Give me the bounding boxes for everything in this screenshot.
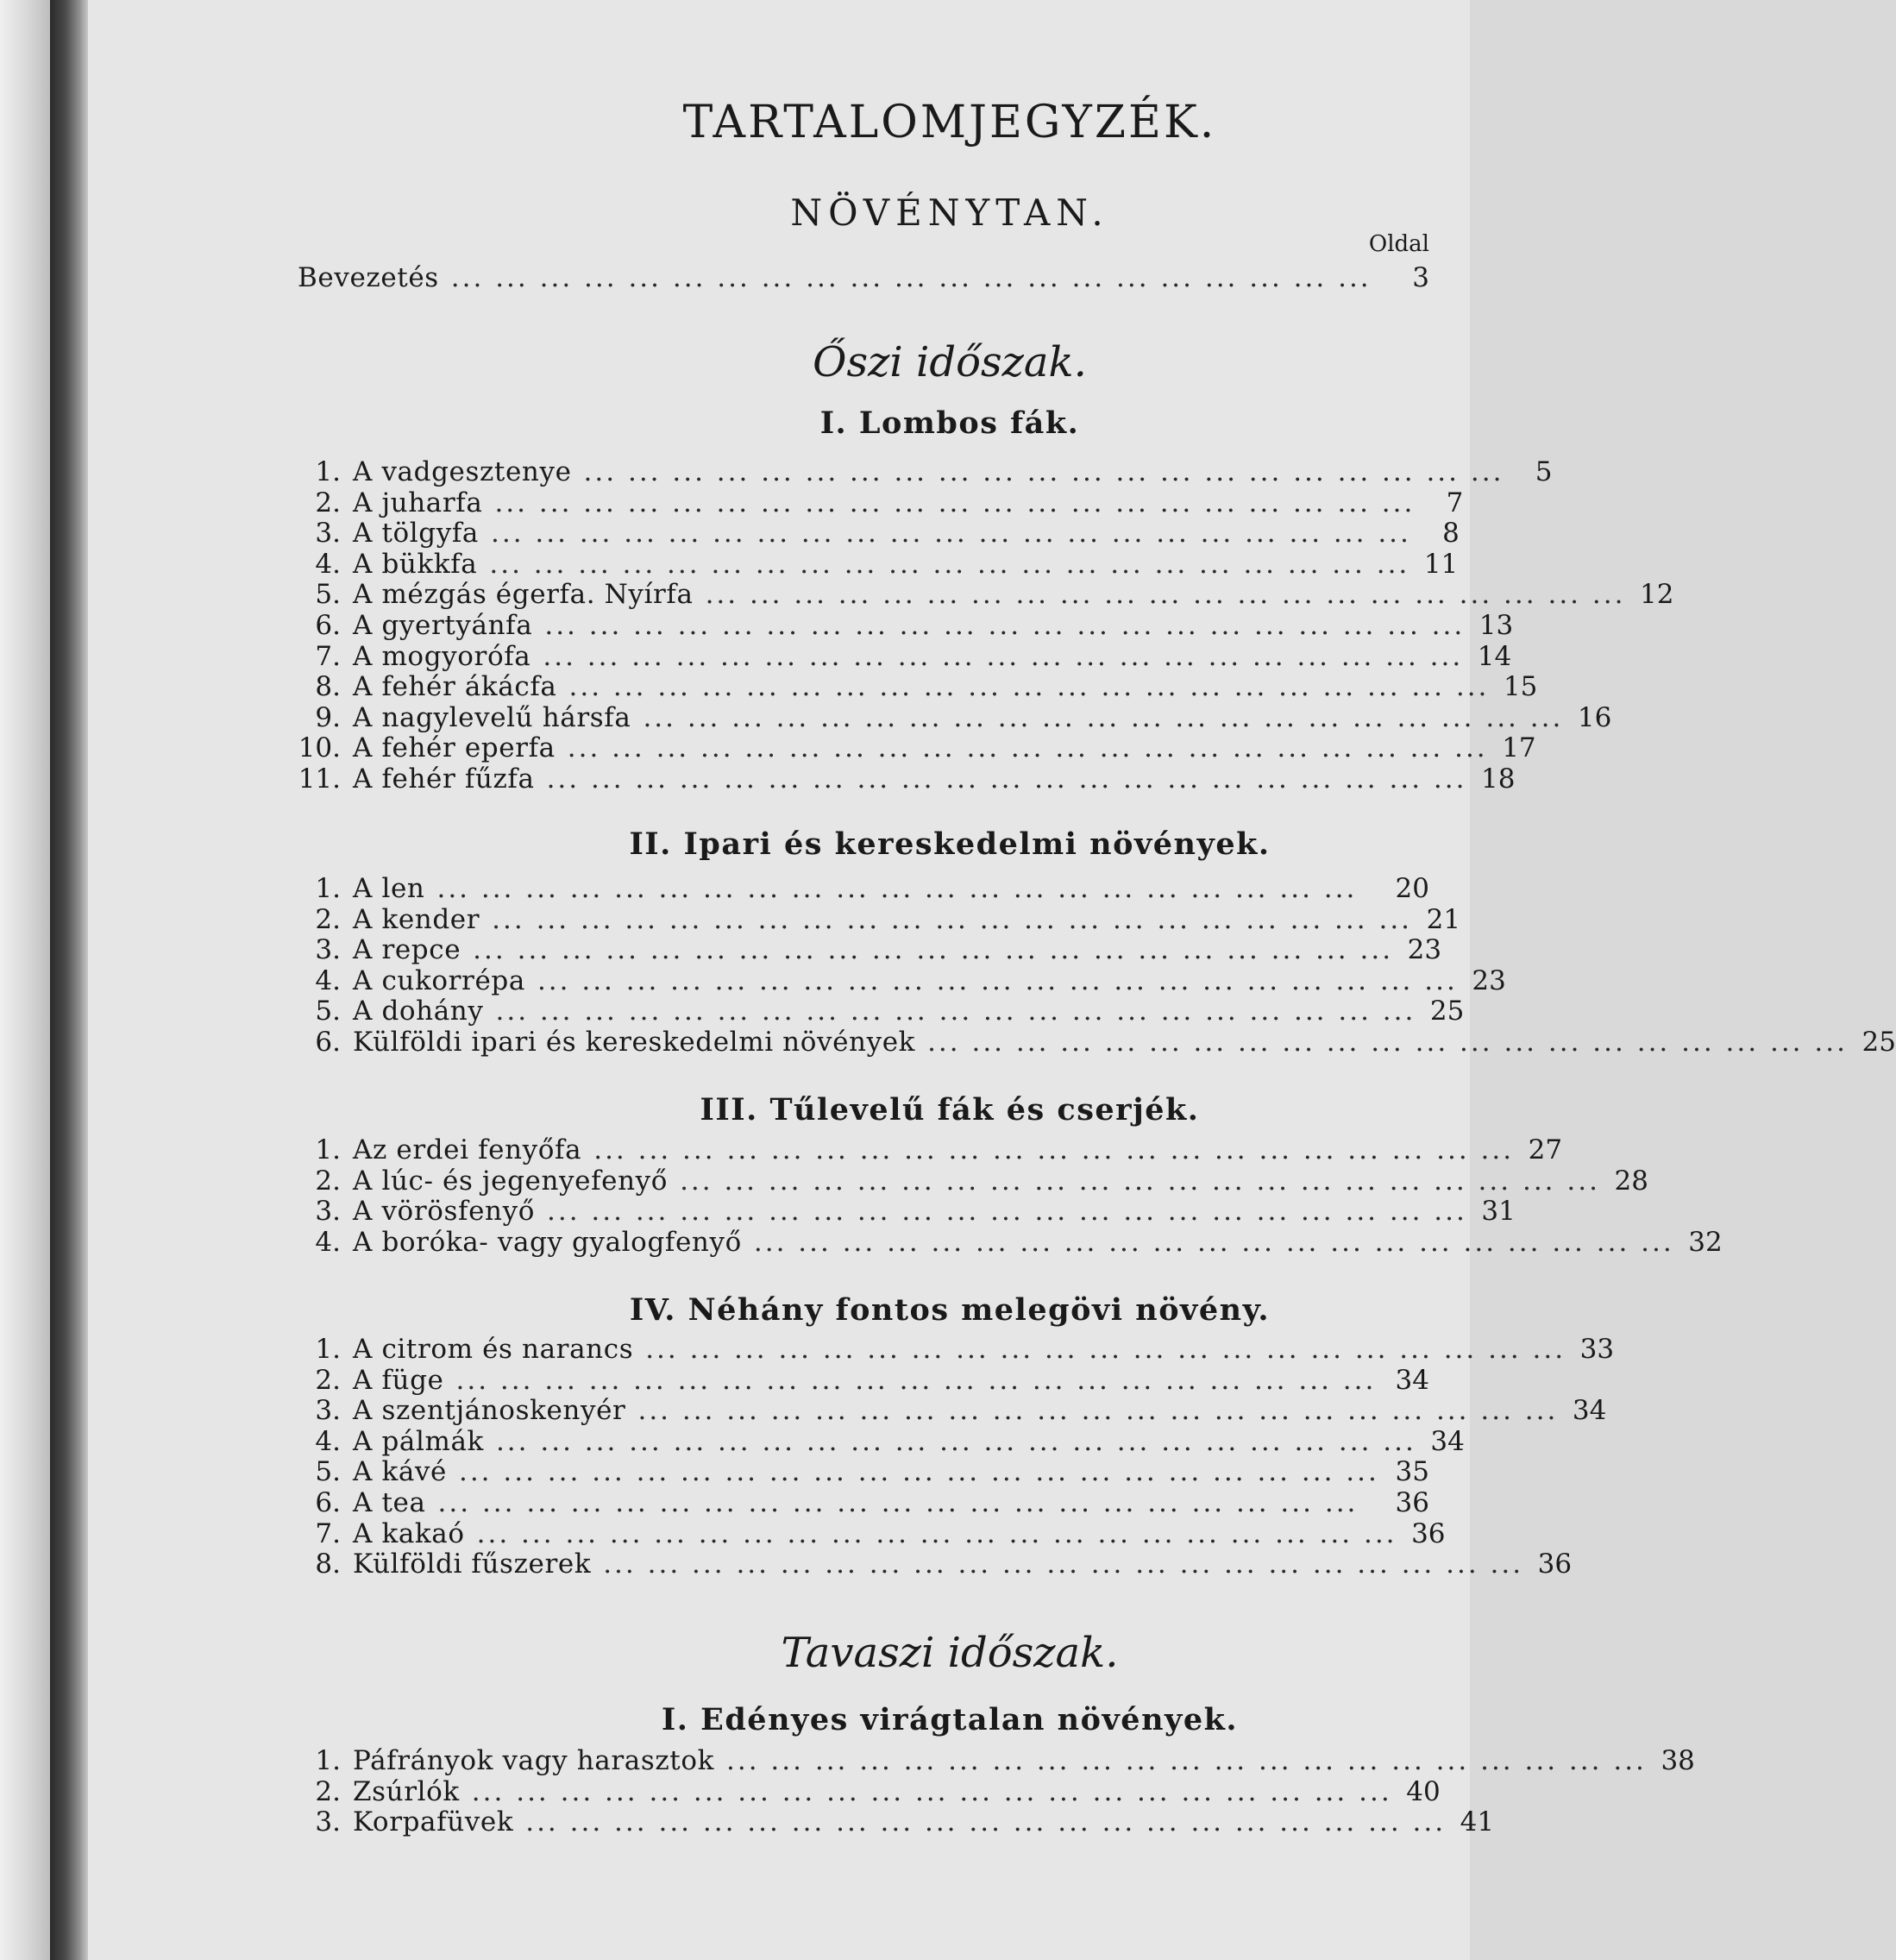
entry-label: Külföldi fűszerek [353,1549,592,1580]
entry-page: 3 [1412,262,1429,293]
entry-label: A boróka- vagy gyalogfenyő [353,1226,742,1258]
entry-label: A bükkfa [353,548,478,580]
dot-leader: ... ... ... ... ... ... ... ... ... ... ... ... ... ... ... ... ... ... ... ... ... [436,873,1358,904]
entry-page: 34 [1430,1425,1465,1457]
entry-number: 7. [315,640,341,672]
entry-number: 3. [315,1196,341,1228]
entry-page: 27 [1528,1134,1563,1165]
section-entries [298,1745,1695,1838]
dot-leader: ... ... ... ... ... ... ... ... ... ... ... ... ... ... ... ... ... ... ... ... ... [643,701,1564,733]
entry-label: A citrom és narancs [353,1334,634,1365]
toc-entry [298,263,1429,294]
toc-entry [298,1488,1429,1519]
toc-entry [298,1775,1441,1808]
entry-page: 35 [1395,1456,1429,1488]
entry-page: 34 [1572,1395,1607,1427]
book-edge [0,0,50,1960]
toc-entry [298,1549,1573,1580]
entry-label: A füge [353,1364,444,1396]
entry-label: A gyertyánfa [353,609,533,641]
toc-entry [298,487,1464,519]
dot-leader: ... ... ... ... ... ... ... ... ... ... ... ... ... ... ... ... ... ... ... ... ... [546,763,1467,795]
toc-entry [298,763,1516,795]
dot-leader: ... ... ... ... ... ... ... ... ... ... ... ... ... ... ... ... ... ... ... ... ... [491,518,1411,550]
section-heading: IV. Néhány fontos melegövi növény. [629,1292,1271,1328]
entry-page: 14 [1477,640,1512,672]
entry-number: 4. [315,548,341,580]
section-entries [298,1134,1723,1258]
entry-number: 6. [315,1026,341,1058]
entry-page: 11 [1423,548,1459,580]
toc-entry [298,609,1514,642]
entry-label: A mogyorófa [353,640,531,672]
entry-label: A kakaó [353,1517,465,1549]
toc-entry [298,701,1612,734]
spine-shadow [50,0,88,1960]
entry-label: Korpafüvek [353,1806,514,1838]
entry-number: 4. [315,1226,341,1258]
toc-entry [298,1196,1516,1228]
entry-page: 18 [1481,763,1516,795]
entry-label: A juharfa [353,487,483,518]
dot-leader: ... ... ... ... ... ... ... ... ... ... ... ... ... ... ... ... ... ... ... ... ... [568,671,1490,703]
dot-leader: ... ... ... ... ... ... ... ... ... ... ... ... ... ... ... ... ... ... ... ... ... [680,1165,1600,1197]
entry-label: A repce [353,934,461,966]
entry-label: A vörösfenyő [353,1196,535,1228]
entry-number: 5. [315,1456,341,1488]
entry-label: A tölgyfa [353,518,479,550]
dot-leader: ... ... ... ... ... ... ... ... ... ... ... ... ... ... ... ... ... ... ... ... ... [567,732,1488,764]
section-entries [298,1334,1615,1580]
entry-number: 8. [315,671,341,703]
entry-page: 21 [1426,903,1461,935]
entry-page: 36 [1395,1486,1429,1518]
entry-label: A fehér fűzfa [353,763,535,795]
toc-entry [298,456,1553,488]
entry-number: 7. [315,1517,341,1549]
dot-leader: ... ... ... ... ... ... ... ... ... ... ... ... ... ... ... ... ... ... ... ... ... [437,1486,1359,1518]
entry-page: 20 [1395,873,1429,904]
toc-entry [298,518,1460,550]
entry-number: 3. [315,934,341,966]
section-heading: II. Ipari és kereskedelmi növények. [629,826,1271,862]
toc-entry [298,1134,1563,1166]
toc-entry [298,996,1465,1027]
dot-leader: ... ... ... ... ... ... ... ... ... ... ... ... ... ... ... ... ... ... ... ... ... [473,934,1394,966]
entry-number: 8. [315,1549,341,1580]
entry-page: 7 [1446,487,1464,518]
dot-leader: ... ... ... ... ... ... ... ... ... ... ... ... ... ... ... ... ... ... ... ... ... [525,1806,1447,1838]
entry-label: Az erdei fenyőfa [353,1134,582,1165]
toc-entry [298,934,1442,966]
dot-leader: ... ... ... ... ... ... ... ... ... ... ... ... ... ... ... ... ... ... ... ... ... [753,1226,1674,1258]
entry-number: 2. [315,487,341,518]
entry-label: A pálmák [353,1425,484,1457]
entry-page: 5 [1535,456,1553,487]
entry-page: 15 [1503,671,1538,703]
dot-leader: ... ... ... ... ... ... ... ... ... ... ... ... ... ... ... ... ... ... ... ... ... [494,487,1416,518]
entry-page: 25 [1429,996,1465,1027]
entry-number: 1. [315,456,341,487]
entry-page: 36 [1537,1549,1573,1580]
entry-label: A fehér eperfa [353,732,556,764]
toc-entry [298,1026,1896,1059]
section-entries [298,873,1896,1059]
entry-label: A fehér ákácfa [353,671,557,703]
toc-entry [298,903,1461,936]
toc-entry [298,1395,1607,1427]
toc-entry [298,640,1512,673]
dot-leader: ... ... ... ... ... ... ... ... ... ... ... ... ... ... ... ... ... ... ... ... ... [450,262,1372,293]
entry-number: 11. [298,763,341,795]
entry-label: Zsúrlók [353,1775,460,1807]
entry-number: 3. [315,518,341,550]
dot-leader: ... ... ... ... ... ... ... ... ... ... ... ... ... ... ... ... ... ... ... ... ... [543,640,1464,672]
entry-label: Páfrányok vagy harasztok [353,1745,715,1776]
toc-entry [298,1517,1446,1550]
toc-entry [298,1366,1429,1397]
entry-number: 2. [315,1165,341,1197]
dot-leader: ... ... ... ... ... ... ... ... ... ... ... ... ... ... ... ... ... ... ... ... ... [489,548,1410,580]
toc-entry [298,1806,1495,1838]
season-heading-autumn: Őszi időszak. [813,338,1087,386]
dot-leader: ... ... ... ... ... ... ... ... ... ... ... ... ... ... ... ... ... ... ... ... ... [583,456,1504,487]
entry-number: 2. [315,1364,341,1396]
page-title: TARTALOMJEGYZÉK. [682,97,1217,148]
entry-number: 4. [315,964,341,996]
entry-page: 12 [1640,579,1674,611]
entry-page: 41 [1460,1806,1495,1838]
page-subtitle: NÖVÉNYTAN. [790,192,1109,234]
entry-page: 23 [1472,964,1506,996]
entry-page: 16 [1577,701,1612,733]
entry-number: 10. [298,732,341,764]
entry-number: 4. [315,1425,341,1457]
entry-label: A cukorrépa [353,964,525,996]
season-heading-spring: Tavaszi időszak. [781,1629,1119,1677]
dot-leader: ... ... ... ... ... ... ... ... ... ... ... ... ... ... ... ... ... ... ... ... ... [458,1456,1379,1488]
toc-entry [298,732,1536,764]
dot-leader: ... ... ... ... ... ... ... ... ... ... ... ... ... ... ... ... ... ... ... ... ... [705,579,1626,611]
dot-leader: ... ... ... ... ... ... ... ... ... ... ... ... ... ... ... ... ... ... ... ... ... [645,1334,1566,1365]
entry-number: 6. [315,609,341,641]
dot-leader: ... ... ... ... ... ... ... ... ... ... ... ... ... ... ... ... ... ... ... ... ... [537,964,1458,996]
entry-label: A mézgás égerfa. Nyírfa [353,579,694,611]
toc-entry [298,1165,1648,1197]
section-entries [298,456,1674,795]
dot-leader: ... ... ... ... ... ... ... ... ... ... ... ... ... ... ... ... ... ... ... ... ... [593,1134,1515,1165]
entry-label: A tea [353,1486,426,1518]
entry-label: A len [353,873,425,904]
dot-leader: ... ... ... ... ... ... ... ... ... ... ... ... ... ... ... ... ... ... ... ... ... [726,1745,1647,1776]
entry-number: 1. [315,1134,341,1165]
toc-entry [298,671,1538,703]
toc-entry [298,1226,1723,1259]
entry-page: 38 [1661,1745,1695,1776]
section-heading: I. Lombos fák. [819,405,1080,441]
toc-entry [298,579,1674,611]
entry-label: Külföldi ipari és kereskedelmi növények [353,1026,916,1058]
entry-page: 13 [1479,609,1514,641]
dot-leader: ... ... ... ... ... ... ... ... ... ... ... ... ... ... ... ... ... ... ... ... ... [495,996,1416,1027]
dot-leader: ... ... ... ... ... ... ... ... ... ... ... ... ... ... ... ... ... ... ... ... ... [544,609,1466,641]
intro-row [298,263,1429,294]
entry-page: 23 [1407,934,1442,966]
entry-number: 5. [315,996,341,1027]
entry-number: 3. [315,1806,341,1838]
entry-number: 6. [315,1486,341,1518]
entry-number: 9. [315,701,341,733]
toc-entry [298,874,1429,905]
dot-leader: ... ... ... ... ... ... ... ... ... ... ... ... ... ... ... ... ... ... ... ... ... [471,1775,1392,1807]
entry-page: 25 [1861,1026,1896,1058]
entry-number: 1. [315,1334,341,1365]
entry-page: 31 [1481,1196,1516,1228]
entry-page: 33 [1579,1334,1615,1365]
entry-label: Bevezetés [298,262,439,293]
entry-label: A nagylevelű hársfa [353,701,631,733]
dot-leader: ... ... ... ... ... ... ... ... ... ... ... ... ... ... ... ... ... ... ... ... ... [492,903,1413,935]
entry-page: 17 [1502,732,1536,764]
toc-entry [298,1425,1465,1458]
dot-leader: ... ... ... ... ... ... ... ... ... ... ... ... ... ... ... ... ... ... ... ... ... [495,1425,1416,1457]
dot-leader: ... ... ... ... ... ... ... ... ... ... ... ... ... ... ... ... ... ... ... ... ... [546,1196,1467,1228]
toc-entry [298,1334,1615,1366]
entry-number: 1. [315,873,341,904]
entry-page: 28 [1614,1165,1648,1197]
toc-entry [298,964,1506,997]
toc-entry [298,548,1459,581]
entry-label: A dohány [353,996,484,1027]
entry-number: 2. [315,903,341,935]
dot-leader: ... ... ... ... ... ... ... ... ... ... ... ... ... ... ... ... ... ... ... ... ... [455,1364,1377,1396]
section-heading: I. Edényes virágtalan növények. [661,1702,1239,1737]
entry-number: 2. [315,1775,341,1807]
entry-label: A vadgesztenye [353,456,572,487]
entry-page: 40 [1406,1775,1441,1807]
entry-label: A lúc- és jegenyefenyő [353,1165,669,1197]
dot-leader: ... ... ... ... ... ... ... ... ... ... ... ... ... ... ... ... ... ... ... ... ... [637,1395,1559,1427]
entry-number: 3. [315,1395,341,1427]
dot-leader: ... ... ... ... ... ... ... ... ... ... ... ... ... ... ... ... ... ... ... ... ... [476,1517,1397,1549]
entry-page: 34 [1395,1364,1429,1396]
page-column-header: Oldal [1368,231,1429,257]
entry-label: A kávé [353,1456,447,1488]
section-heading: III. Tűlevelű fák és cserjék. [700,1092,1200,1128]
entry-label: A szentjánoskenyér [353,1395,626,1427]
dot-leader: ... ... ... ... ... ... ... ... ... ... ... ... ... ... ... ... ... ... ... ... ... [603,1549,1524,1580]
toc-entry [298,1745,1695,1777]
toc-entry [298,1457,1429,1488]
entry-page: 8 [1442,518,1460,550]
entry-number: 1. [315,1745,341,1776]
entry-number: 5. [315,579,341,611]
entry-page: 36 [1411,1517,1446,1549]
dot-leader: ... ... ... ... ... ... ... ... ... ... ... ... ... ... ... ... ... ... ... ... ... [927,1026,1848,1058]
entry-page: 32 [1688,1226,1723,1258]
entry-label: A kender [353,903,480,935]
